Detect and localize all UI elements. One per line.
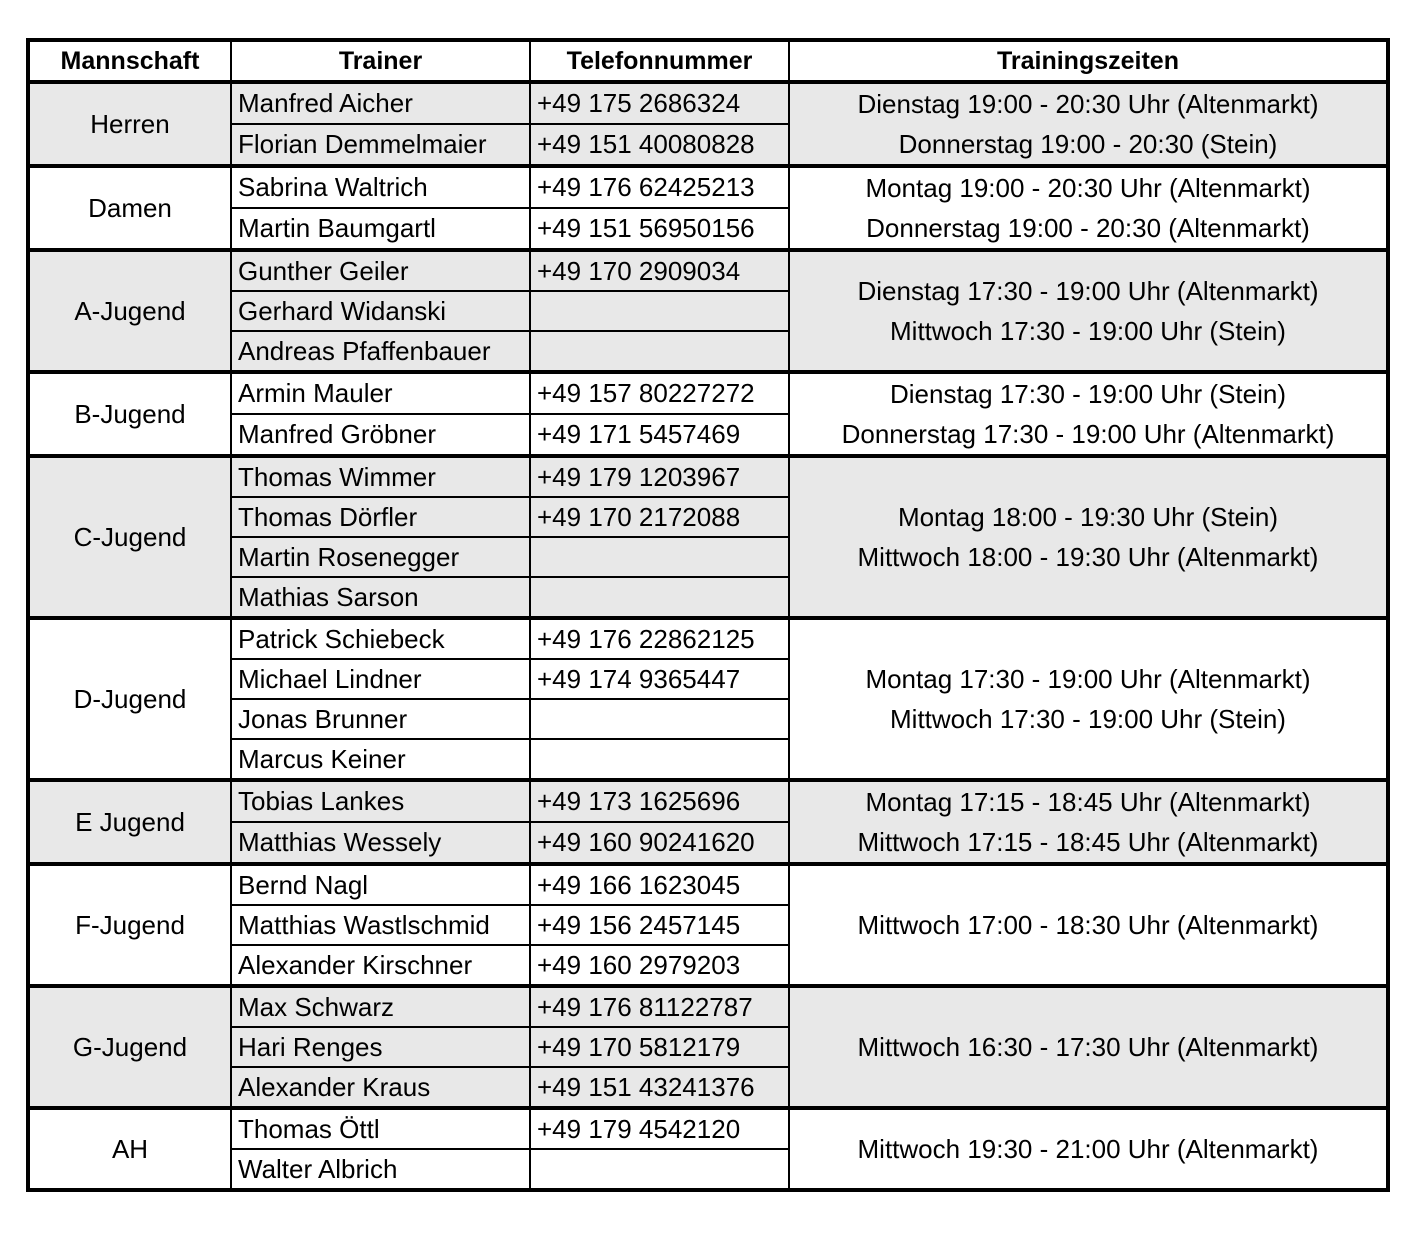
training-time-line: Donnerstag 19:00 - 20:30 (Stein) <box>898 129 1278 159</box>
team-cell: C-Jugend <box>28 456 231 618</box>
phone-cell: +49 170 2172088 <box>530 497 789 537</box>
trainer-cell: Alexander Kraus <box>231 1067 530 1108</box>
phone-cell <box>530 699 789 739</box>
phone-cell: +49 151 43241376 <box>530 1067 789 1108</box>
training-times-cell <box>789 82 1388 166</box>
training-times-cell <box>789 864 1388 986</box>
table-header <box>28 40 1388 82</box>
phone-cell: +49 176 62425213 <box>530 166 789 208</box>
team-cell: Herren <box>28 82 231 166</box>
trainer-cell: Florian Demmelmaier <box>231 124 530 166</box>
training-times-cell <box>789 1108 1388 1190</box>
training-time-line: Dienstag 17:30 - 19:00 Uhr (Altenmarkt) <box>857 276 1319 306</box>
trainer-cell: Jonas Brunner <box>231 699 530 739</box>
phone-cell: +49 179 1203967 <box>530 456 789 497</box>
trainer-cell: Marcus Keiner <box>231 739 530 780</box>
trainer-cell: Walter Albrich <box>231 1149 530 1190</box>
training-schedule-table <box>26 38 1390 1192</box>
trainer-cell: Gunther Geiler <box>231 250 530 291</box>
header-times: Trainingszeiten <box>789 40 1388 82</box>
training-time-line: Mittwoch 16:30 - 17:30 Uhr (Altenmarkt) <box>857 1032 1319 1062</box>
training-time-line: Mittwoch 18:00 - 19:30 Uhr (Altenmarkt) <box>857 542 1319 572</box>
training-time-line: Mittwoch 19:30 - 21:00 Uhr (Altenmarkt) <box>857 1134 1319 1164</box>
trainer-cell: Sabrina Waltrich <box>231 166 530 208</box>
training-times-cell <box>789 618 1388 780</box>
table-row <box>28 456 1388 497</box>
training-times-cell <box>789 986 1388 1108</box>
training-time-line: Mittwoch 17:15 - 18:45 Uhr (Altenmarkt) <box>857 827 1319 857</box>
training-time-line: Mittwoch 17:30 - 19:00 Uhr (Stein) <box>890 316 1286 346</box>
training-time-line: Montag 17:30 - 19:00 Uhr (Altenmarkt) <box>865 664 1311 694</box>
phone-cell: +49 174 9365447 <box>530 659 789 699</box>
trainer-cell: Armin Mauler <box>231 372 530 414</box>
phone-cell <box>530 1149 789 1190</box>
team-cell: D-Jugend <box>28 618 231 780</box>
phone-cell: +49 179 4542120 <box>530 1108 789 1149</box>
phone-cell: +49 175 2686324 <box>530 82 789 124</box>
team-cell: AH <box>28 1108 231 1190</box>
phone-cell: +49 156 2457145 <box>530 905 789 945</box>
table-row <box>28 780 1388 822</box>
phone-cell <box>530 537 789 577</box>
phone-cell: +49 170 5812179 <box>530 1027 789 1067</box>
trainer-cell: Max Schwarz <box>231 986 530 1027</box>
trainer-cell: Manfred Gröbner <box>231 414 530 456</box>
phone-cell: +49 170 2909034 <box>530 250 789 291</box>
trainer-cell: Thomas Dörfler <box>231 497 530 537</box>
header-trainer: Trainer <box>231 40 530 82</box>
phone-cell: +49 151 40080828 <box>530 124 789 166</box>
trainer-cell: Matthias Wastlschmid <box>231 905 530 945</box>
table-row <box>28 864 1388 905</box>
training-time-line: Dienstag 19:00 - 20:30 Uhr (Altenmarkt) <box>857 89 1319 119</box>
training-time-line: Dienstag 17:30 - 19:00 Uhr (Stein) <box>890 379 1286 409</box>
trainer-cell: Andreas Pfaffenbauer <box>231 331 530 372</box>
table-body <box>28 82 1388 1190</box>
training-times-cell <box>789 780 1388 864</box>
training-time-line: Mittwoch 17:30 - 19:00 Uhr (Stein) <box>890 704 1286 734</box>
table-row <box>28 618 1388 659</box>
trainer-cell: Gerhard Widanski <box>231 291 530 331</box>
table-row <box>28 250 1388 291</box>
trainer-cell: Thomas Wimmer <box>231 456 530 497</box>
trainer-cell: Martin Rosenegger <box>231 537 530 577</box>
table-row <box>28 986 1388 1027</box>
table-row <box>28 166 1388 208</box>
training-time-line: Montag 19:00 - 20:30 Uhr (Altenmarkt) <box>865 173 1311 203</box>
trainer-cell: Manfred Aicher <box>231 82 530 124</box>
phone-cell <box>530 577 789 618</box>
trainer-cell: Tobias Lankes <box>231 780 530 822</box>
trainer-cell: Michael Lindner <box>231 659 530 699</box>
training-times-cell <box>789 250 1388 372</box>
phone-cell: +49 157 80227272 <box>530 372 789 414</box>
trainer-cell: Hari Renges <box>231 1027 530 1067</box>
team-cell: F-Jugend <box>28 864 231 986</box>
header-team: Mannschaft <box>28 40 231 82</box>
team-cell: A-Jugend <box>28 250 231 372</box>
header-phone: Telefonnummer <box>530 40 789 82</box>
training-time-line: Montag 18:00 - 19:30 Uhr (Stein) <box>897 502 1279 532</box>
phone-cell: +49 176 22862125 <box>530 618 789 659</box>
phone-cell: +49 173 1625696 <box>530 780 789 822</box>
training-time-line: Mittwoch 17:00 - 18:30 Uhr (Altenmarkt) <box>857 910 1319 940</box>
phone-cell: +49 171 5457469 <box>530 414 789 456</box>
phone-cell: +49 151 56950156 <box>530 208 789 250</box>
team-cell: E Jugend <box>28 780 231 864</box>
phone-cell: +49 166 1623045 <box>530 864 789 905</box>
table-row <box>28 372 1388 414</box>
phone-cell <box>530 291 789 331</box>
team-cell: B-Jugend <box>28 372 231 456</box>
training-times-cell <box>789 166 1388 250</box>
trainer-cell: Martin Baumgartl <box>231 208 530 250</box>
trainer-cell: Thomas Öttl <box>231 1108 530 1149</box>
trainer-cell: Bernd Nagl <box>231 864 530 905</box>
table-row <box>28 82 1388 124</box>
phone-cell <box>530 739 789 780</box>
trainer-cell: Patrick Schiebeck <box>231 618 530 659</box>
table-row <box>28 1108 1388 1149</box>
training-times-cell <box>789 456 1388 618</box>
team-cell: G-Jugend <box>28 986 231 1108</box>
trainer-cell: Alexander Kirschner <box>231 945 530 986</box>
header-row <box>28 40 1388 82</box>
training-time-line: Montag 17:15 - 18:45 Uhr (Altenmarkt) <box>865 787 1311 817</box>
phone-cell: +49 176 81122787 <box>530 986 789 1027</box>
team-cell: Damen <box>28 166 231 250</box>
phone-cell <box>530 331 789 372</box>
trainer-cell: Matthias Wessely <box>231 822 530 864</box>
trainer-cell: Mathias Sarson <box>231 577 530 618</box>
phone-cell: +49 160 2979203 <box>530 945 789 986</box>
training-time-line: Donnerstag 19:00 - 20:30 (Altenmarkt) <box>866 213 1310 243</box>
training-times-cell <box>789 372 1388 456</box>
training-time-line: Donnerstag 17:30 - 19:00 Uhr (Altenmarkt) <box>841 419 1335 449</box>
phone-cell: +49 160 90241620 <box>530 822 789 864</box>
